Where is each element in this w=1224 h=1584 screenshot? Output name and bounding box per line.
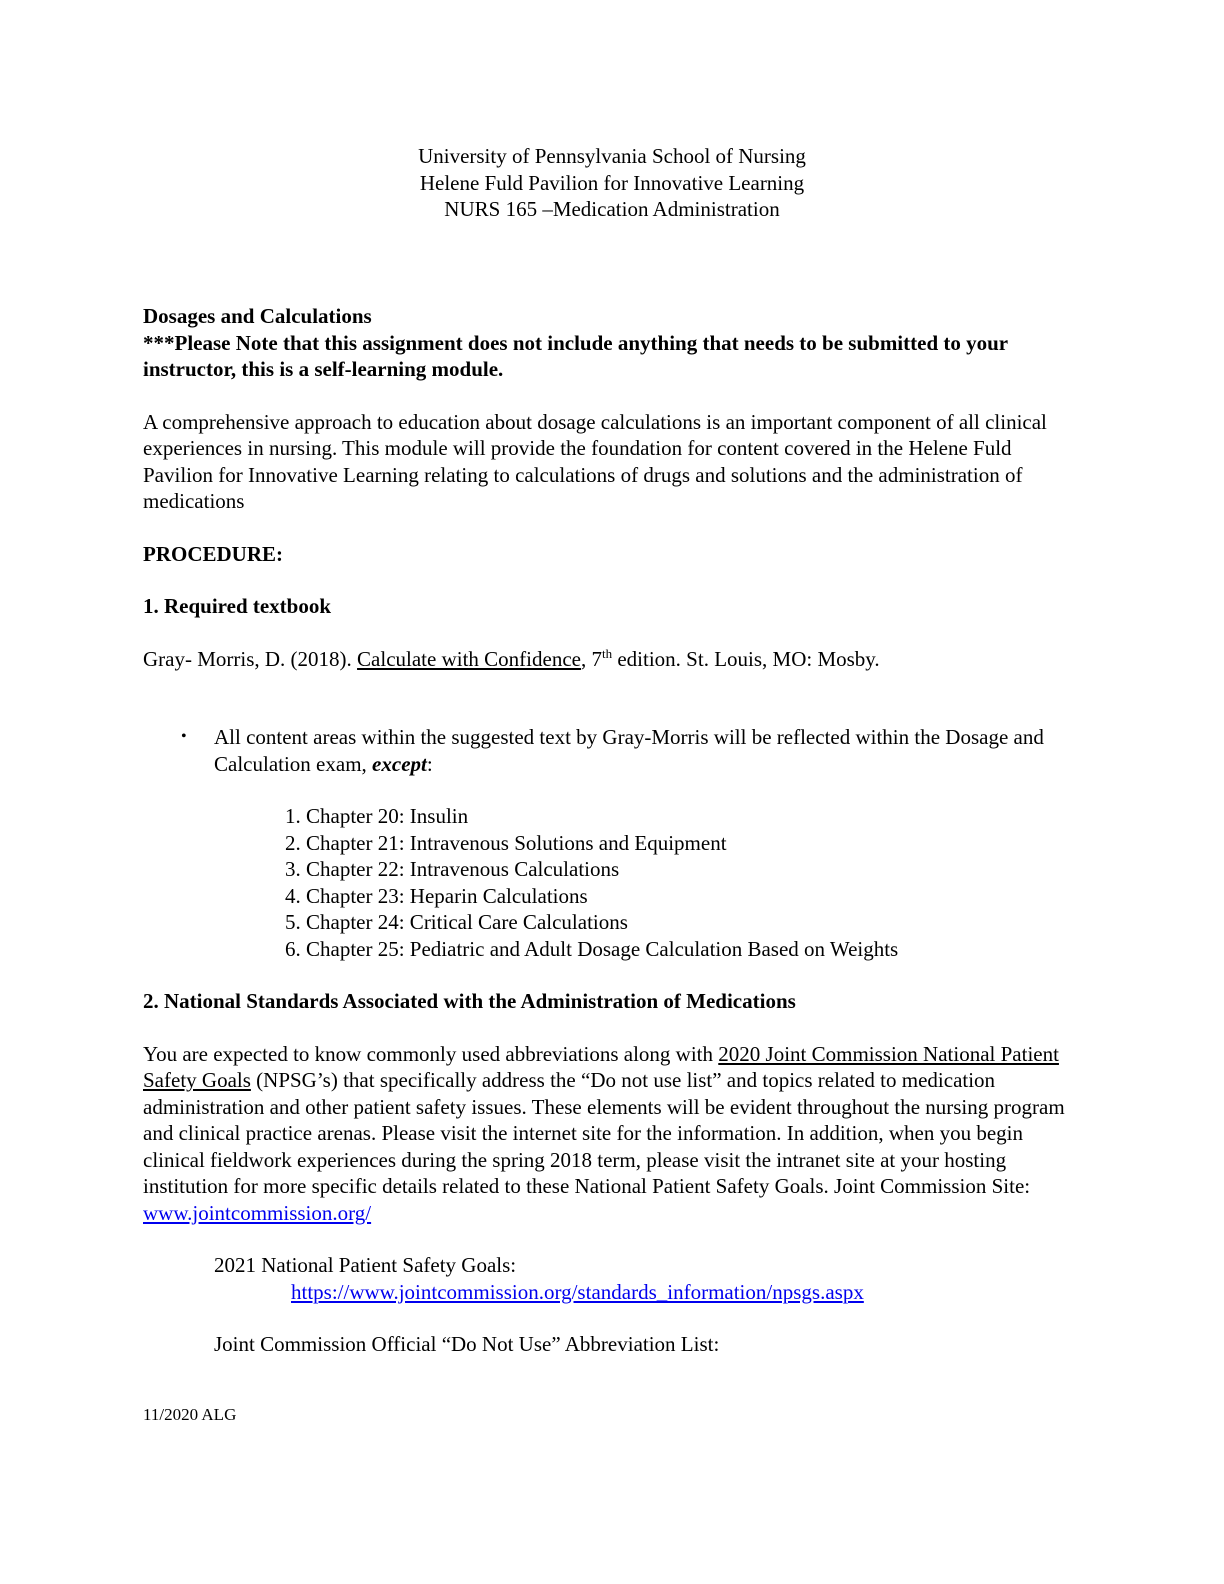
bullet-text: All content areas within the suggested text by Gray-Morris will be reflected within the Dosage and Calculation exam,: [214, 725, 1044, 776]
exam-content-bullet: [143, 724, 1073, 777]
self-learning-note: ***Please Note that this assignment does not include anything that needs to be submitted to your instructor, this is a self-learning module.: [143, 330, 1008, 381]
intro-paragraph: A comprehensive approach to education about dosage calculations is an important component of all clinical experiences in nursing. This module will provide the foundation for content covered in the Helene Fuld Pavilion for Innovative Learning relating to calculations of drugs and solutions and the administration of medications: [143, 409, 1047, 513]
section-title: Dosages and Calculations: [143, 304, 372, 328]
para-start: You are expected to know commonly used abbreviations along with: [143, 1041, 719, 1066]
list-item: 4. Chapter 23: Heparin Calculations: [285, 883, 588, 908]
bullet-icon: •: [181, 728, 187, 745]
excluded-chapters-list: [143, 803, 1073, 962]
header-line-university: University of Pennsylvania School of Nursing: [418, 144, 806, 168]
citation-title: Calculate with Confidence: [357, 646, 581, 671]
header-line-course: NURS 165 –Medication Administration: [444, 197, 780, 221]
page-footer: 11/2020 ALG: [143, 1405, 237, 1424]
para-rest: (NPSG’s) that specifically address the “Do not use list” and topics related to medication administration and other patient safety issues. These elements will be evident throughout the nursing program and clinical practice arenas. Please visit the internet site for the information. In addition, when you begin clinical fieldwork experiences during the spring 2018 term, please visit the intranet site at your hosting institution for more specific details related to these National Patient Safety Goals. Joint Commission Site:: [143, 1068, 1065, 1198]
joint-commission-site-link[interactable]: www.jointcommission.org/: [143, 1200, 372, 1225]
national-standards-heading: 2. National Standards Associated with the Administration of Medications: [143, 989, 796, 1013]
bullet-colon: :: [426, 751, 433, 776]
list-item: 2. Chapter 21: Intravenous Solutions and Equipment: [285, 830, 727, 855]
npsg-link[interactable]: https://www.jointcommission.org/standards_information/npsgs.aspx: [291, 1279, 864, 1304]
list-item: 3. Chapter 22: Intravenous Calculations: [285, 857, 620, 881]
textbook-citation: [143, 646, 1073, 673]
citation-edition-suffix: th: [601, 645, 613, 661]
required-textbook-heading: 1. Required textbook: [143, 594, 332, 618]
document-body: [143, 303, 1073, 1358]
header-line-pavilion: Helene Fuld Pavilion for Innovative Learning: [419, 170, 805, 195]
procedure-heading: PROCEDURE:: [143, 541, 283, 566]
npsg-url-row: [143, 1279, 1073, 1306]
list-item: 6. Chapter 25: Pediatric and Adult Dosage Calculation Based on Weights: [285, 936, 899, 961]
list-item: 5. Chapter 24: Critical Care Calculations: [285, 910, 628, 934]
national-standards-paragraph: [143, 1041, 1073, 1227]
npsg-label: 2021 National Patient Safety Goals:: [214, 1253, 517, 1277]
do-not-use-label: Joint Commission Official “Do Not Use” Abbreviation List:: [214, 1332, 720, 1356]
document-header: [0, 143, 1224, 223]
citation-comma: , 7: [580, 646, 602, 671]
npsg-reference-link[interactable]: 2020 Joint Commission National Patient Safety Goals: [143, 1041, 1059, 1092]
citation-publisher: edition. St. Louis, MO: Mosby.: [612, 646, 880, 671]
list-item: 1. Chapter 20: Insulin: [285, 804, 469, 828]
citation-author: Gray- Morris, D. (2018).: [143, 646, 358, 671]
bullet-except: except: [372, 751, 427, 776]
